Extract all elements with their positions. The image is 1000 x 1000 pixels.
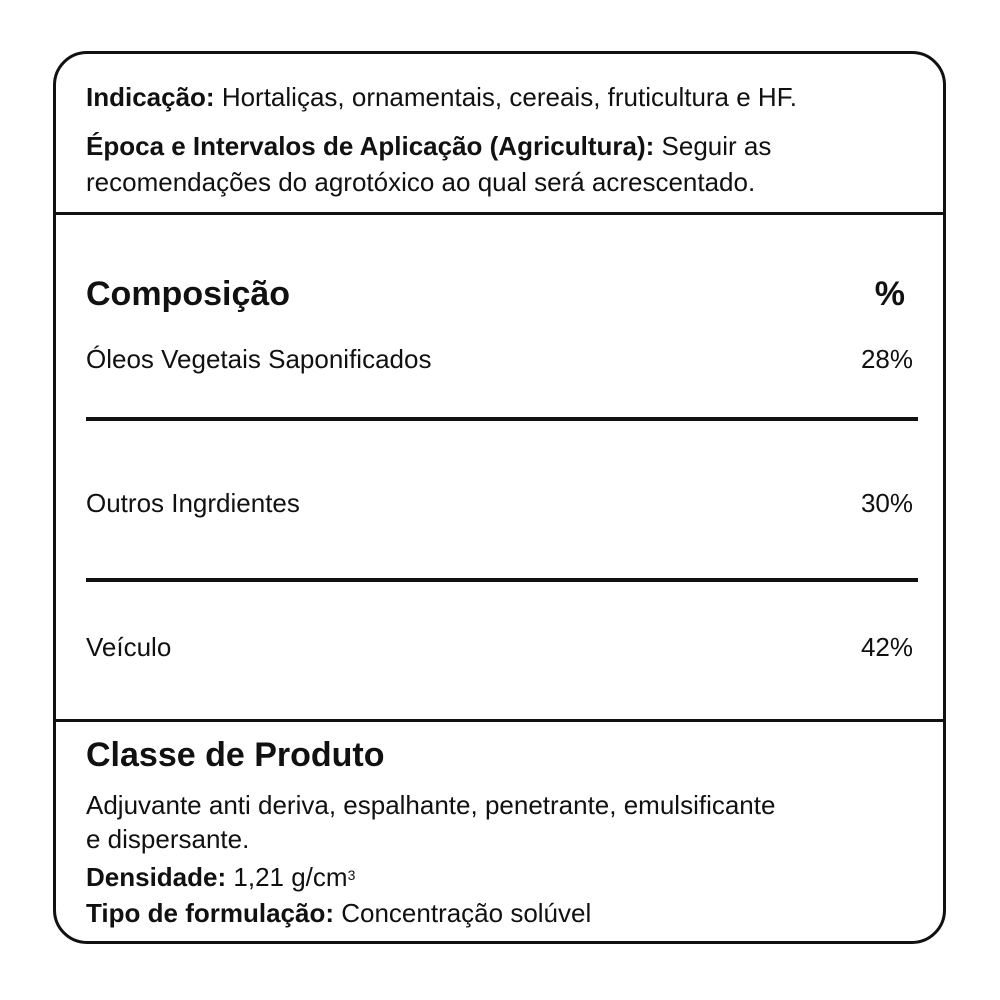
indicacao-value: Hortaliças, ornamentais, cereais, fruticultura e HF.: [214, 82, 797, 112]
densidade-line: [86, 860, 355, 894]
row-divider: [86, 578, 918, 582]
epoca-label: Época e Intervalos de Aplicação (Agricultura):: [86, 131, 655, 161]
percent-header: %: [874, 275, 905, 313]
densidade-value: 1,21 g/cm: [226, 862, 348, 892]
composition-row-value: 42%: [860, 632, 913, 662]
composition-row-name: Outros Ingrdientes: [86, 488, 300, 518]
epoca-value-line2: recomendações do agrotóxico ao qual será acrescentado.: [86, 167, 756, 197]
composition-section: [56, 215, 943, 722]
densidade-exponent: 3: [347, 867, 356, 883]
composition-title: Composição: [86, 275, 291, 313]
composition-row-name: Óleos Vegetais Saponificados: [86, 344, 432, 374]
product-info-card: [53, 51, 946, 944]
tipo-label: Tipo de formulação:: [86, 898, 334, 928]
product-class-description-line2: e dispersante.: [86, 824, 250, 854]
densidade-label: Densidade:: [86, 862, 227, 892]
row-divider: [86, 417, 918, 421]
epoca-line: [86, 129, 771, 163]
product-class-section: [56, 722, 943, 944]
composition-row-value: 28%: [860, 344, 913, 374]
composition-row-value: 30%: [860, 488, 913, 518]
composition-row-name: Veículo: [86, 632, 172, 662]
indicacao-label: Indicação:: [86, 82, 215, 112]
indicacao-line: [86, 80, 797, 114]
epoca-value-line1: Seguir as: [654, 131, 772, 161]
product-class-title: Classe de Produto: [86, 736, 385, 774]
tipo-line: [86, 896, 591, 930]
tipo-value: Concentração solúvel: [334, 898, 592, 928]
product-class-description-line1: Adjuvante anti deriva, espalhante, penetrante, emulsificante: [86, 790, 776, 820]
indication-section: [56, 54, 943, 215]
